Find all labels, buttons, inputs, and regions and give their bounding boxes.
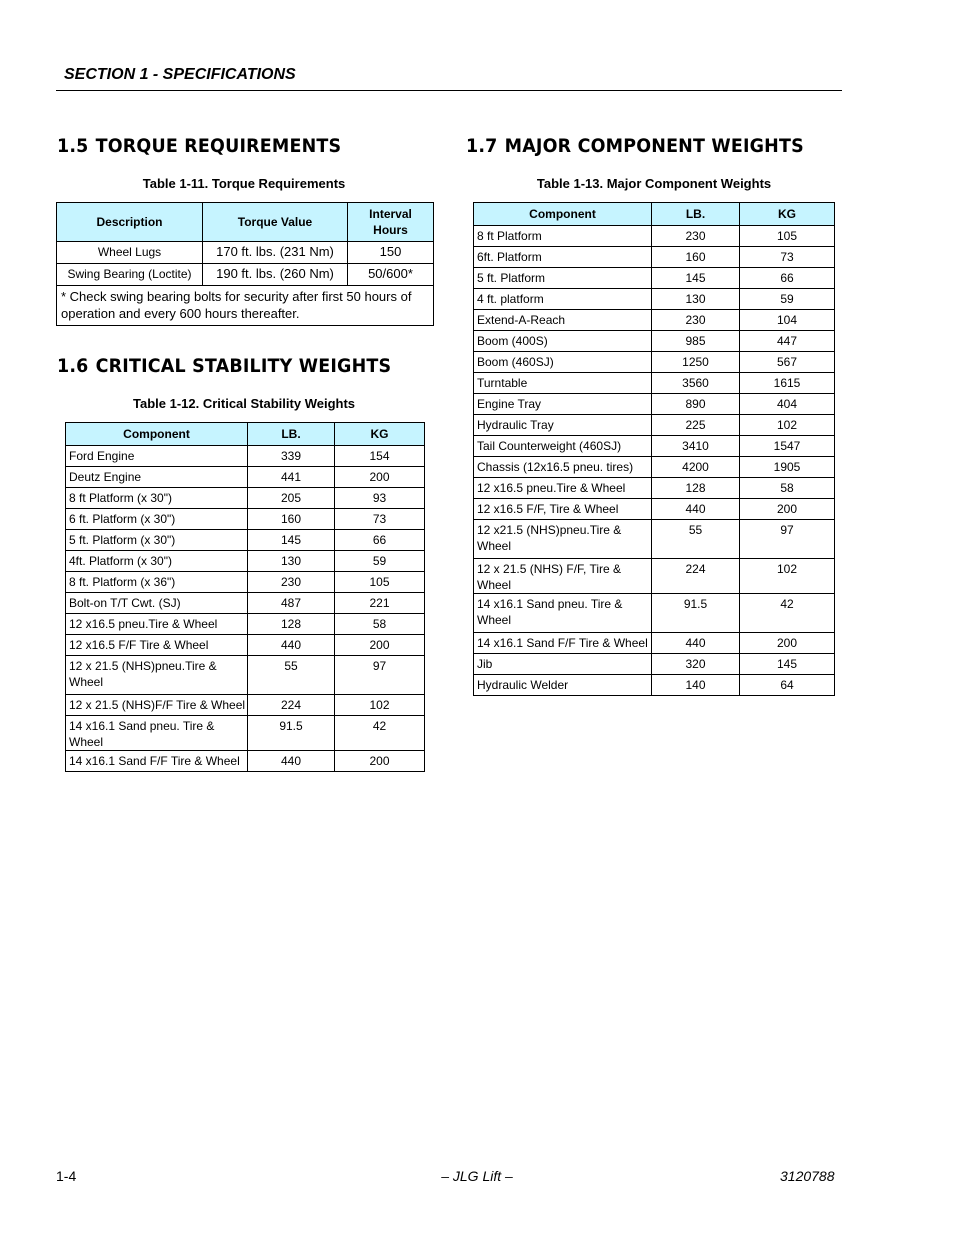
weight-kg-cell: 73 (335, 509, 425, 530)
weight-kg-cell: 145 (740, 654, 835, 675)
weight-kg-cell: 64 (740, 675, 835, 696)
component-name-cell: 12 x16.5 F/F Tire & Wheel (66, 635, 248, 656)
stability-col-lb: LB. (248, 423, 335, 446)
table-row (474, 675, 835, 696)
weight-kg-cell: 105 (335, 572, 425, 593)
torque-col-interval-label: Interval Hours (369, 207, 412, 237)
table-row (66, 467, 425, 488)
component-name-cell: Turntable (474, 373, 652, 394)
component-name-cell: Bolt-on T/T Cwt. (SJ) (66, 593, 248, 614)
weight-lb-cell: 320 (652, 654, 740, 675)
weight-lb-cell: 224 (652, 559, 740, 594)
table-row (474, 457, 835, 478)
table-row (474, 247, 835, 268)
component-name-cell: 4ft. Platform (x 30") (66, 551, 248, 572)
torque-description-cell: Swing Bearing (Loctite) (57, 264, 203, 286)
weight-lb-cell: 440 (248, 635, 335, 656)
weight-kg-cell: 97 (740, 520, 835, 559)
component-name-cell: 5 ft. Platform (474, 268, 652, 289)
torque-table-caption: Table 1-11. Torque Requirements (142, 176, 346, 191)
weight-kg-cell: 42 (740, 594, 835, 633)
component-name-cell: Extend-A-Reach (474, 310, 652, 331)
weight-lb-cell: 890 (652, 394, 740, 415)
table-row (474, 633, 835, 654)
component-name-cell: 12 x 21.5 (NHS) F/F, Tire & Wheel (474, 559, 652, 594)
torque-description-cell: Wheel Lugs (57, 242, 203, 264)
weight-lb-cell: 440 (248, 751, 335, 772)
weight-kg-cell: 58 (335, 614, 425, 635)
table-row (474, 499, 835, 520)
component-name-cell: Deutz Engine (66, 467, 248, 488)
component-name-cell: Chassis (12x16.5 pneu. tires) (474, 457, 652, 478)
table-row (474, 331, 835, 352)
weight-lb-cell: 205 (248, 488, 335, 509)
table-row (474, 478, 835, 499)
weight-lb-cell: 128 (248, 614, 335, 635)
table-row (66, 530, 425, 551)
torque-heading-text: TORQUE REQUIREMENTS (95, 135, 342, 157)
table-row (474, 415, 835, 436)
weight-lb-cell: 4200 (652, 457, 740, 478)
table-row (66, 593, 425, 614)
component-name-cell: 6 ft. Platform (x 30") (66, 509, 248, 530)
table-row (474, 373, 835, 394)
weight-lb-cell: 55 (652, 520, 740, 559)
weight-lb-cell: 440 (652, 499, 740, 520)
weight-kg-cell: 200 (335, 467, 425, 488)
stability-table-caption: Table 1-12. Critical Stability Weights (132, 396, 356, 411)
weight-kg-cell: 104 (740, 310, 835, 331)
table-row (66, 488, 425, 509)
torque-footnote: * Check swing bearing bolts for security after first 50 hours of operation and every 600 hours thereafter. (57, 286, 434, 326)
table-row (57, 242, 434, 264)
torque-interval-cell: 50/600* (348, 264, 434, 286)
table-row (474, 310, 835, 331)
component-name-cell: 14 x16.1 Sand F/F Tire & Wheel (66, 751, 248, 772)
weight-kg-cell: 1905 (740, 457, 835, 478)
component-name-cell: 12 x16.5 F/F, Tire & Wheel (474, 499, 652, 520)
table-row (66, 446, 425, 467)
stability-col-kg: KG (335, 423, 425, 446)
torque-col-interval (348, 203, 434, 242)
weight-kg-cell: 93 (335, 488, 425, 509)
table-row (474, 436, 835, 457)
torque-col-value: Torque Value (203, 203, 348, 242)
table-row (66, 572, 425, 593)
major-col-lb: LB. (652, 203, 740, 226)
weight-kg-cell: 221 (335, 593, 425, 614)
weight-lb-cell: 224 (248, 695, 335, 716)
weight-lb-cell: 440 (652, 633, 740, 654)
stability-heading-text: CRITICAL STABILITY WEIGHTS (95, 355, 392, 377)
weight-lb-cell: 230 (652, 226, 740, 247)
torque-heading (57, 135, 341, 157)
component-name-cell: 12 x16.5 pneu.Tire & Wheel (66, 614, 248, 635)
table-note-row (57, 286, 434, 326)
component-name-cell: Hydraulic Welder (474, 675, 652, 696)
weight-kg-cell: 73 (740, 247, 835, 268)
weight-kg-cell: 66 (740, 268, 835, 289)
weight-lb-cell: 3410 (652, 436, 740, 457)
component-name-cell: 12 x 21.5 (NHS)pneu.Tire & Wheel (66, 656, 248, 695)
weight-kg-cell: 59 (740, 289, 835, 310)
table-row (66, 635, 425, 656)
table-row (474, 268, 835, 289)
table-row (66, 614, 425, 635)
torque-interval-cell: 150 (348, 242, 434, 264)
weight-lb-cell: 487 (248, 593, 335, 614)
weight-kg-cell: 154 (335, 446, 425, 467)
weight-lb-cell: 160 (248, 509, 335, 530)
component-name-cell: Ford Engine (66, 446, 248, 467)
table-row (66, 551, 425, 572)
torque-value-cell: 170 ft. lbs. (231 Nm) (203, 242, 348, 264)
table-row (474, 654, 835, 675)
section-title: SECTION 1 - SPECIFICATIONS (64, 66, 296, 83)
torque-col-description: Description (57, 203, 203, 242)
table-row (474, 594, 835, 633)
weight-lb-cell: 339 (248, 446, 335, 467)
torque-heading-number: 1.5 (57, 135, 89, 157)
weight-kg-cell: 58 (740, 478, 835, 499)
component-name-cell: 4 ft. platform (474, 289, 652, 310)
major-heading-number: 1.7 (466, 135, 498, 157)
weight-lb-cell: 225 (652, 415, 740, 436)
component-name-cell: 12 x16.5 pneu.Tire & Wheel (474, 478, 652, 499)
page-header (56, 64, 842, 91)
component-name-cell: 8 ft Platform (x 30") (66, 488, 248, 509)
weight-kg-cell: 102 (740, 415, 835, 436)
major-table (473, 202, 835, 696)
table-row (66, 509, 425, 530)
table-row (474, 226, 835, 247)
weight-kg-cell: 97 (335, 656, 425, 695)
page-number: 1-4 (56, 1168, 77, 1184)
weight-kg-cell: 42 (335, 716, 425, 751)
weight-lb-cell: 230 (652, 310, 740, 331)
weight-kg-cell: 102 (335, 695, 425, 716)
table-row (57, 264, 434, 286)
weight-kg-cell: 1547 (740, 436, 835, 457)
table-row (474, 352, 835, 373)
component-name-cell: 14 x16.1 Sand pneu. Tire & Wheel (66, 716, 248, 751)
weight-kg-cell: 200 (740, 633, 835, 654)
weight-lb-cell: 230 (248, 572, 335, 593)
weight-kg-cell: 102 (740, 559, 835, 594)
stability-table (65, 422, 425, 772)
table-row (474, 289, 835, 310)
major-col-component: Component (474, 203, 652, 226)
major-heading-text: MAJOR COMPONENT WEIGHTS (504, 135, 804, 157)
torque-table (56, 202, 434, 326)
weight-kg-cell: 1615 (740, 373, 835, 394)
weight-kg-cell: 59 (335, 551, 425, 572)
document-number: 3120788 (780, 1168, 835, 1184)
weight-lb-cell: 160 (652, 247, 740, 268)
weight-lb-cell: 91.5 (652, 594, 740, 633)
weight-lb-cell: 130 (652, 289, 740, 310)
weight-kg-cell: 200 (335, 751, 425, 772)
component-name-cell: 8 ft Platform (474, 226, 652, 247)
component-name-cell: 14 x16.1 Sand F/F Tire & Wheel (474, 633, 652, 654)
stability-col-component: Component (66, 423, 248, 446)
table-row (474, 394, 835, 415)
weight-lb-cell: 91.5 (248, 716, 335, 751)
weight-lb-cell: 130 (248, 551, 335, 572)
footer-publisher: – JLG Lift – (441, 1168, 513, 1184)
weight-lb-cell: 140 (652, 675, 740, 696)
weight-lb-cell: 145 (652, 268, 740, 289)
table-row (66, 751, 425, 772)
table-row (474, 520, 835, 559)
weight-kg-cell: 200 (335, 635, 425, 656)
weight-kg-cell: 447 (740, 331, 835, 352)
table-row (474, 559, 835, 594)
component-name-cell: 5 ft. Platform (x 30") (66, 530, 248, 551)
weight-lb-cell: 441 (248, 467, 335, 488)
component-name-cell: Jib (474, 654, 652, 675)
weight-kg-cell: 567 (740, 352, 835, 373)
component-name-cell: Boom (460SJ) (474, 352, 652, 373)
table-row (66, 716, 425, 751)
weight-kg-cell: 105 (740, 226, 835, 247)
stability-heading-number: 1.6 (57, 355, 89, 377)
torque-value-cell: 190 ft. lbs. (260 Nm) (203, 264, 348, 286)
component-name-cell: 6ft. Platform (474, 247, 652, 268)
component-name-cell: 8 ft. Platform (x 36") (66, 572, 248, 593)
table-row (66, 695, 425, 716)
weight-lb-cell: 145 (248, 530, 335, 551)
weight-kg-cell: 66 (335, 530, 425, 551)
component-name-cell: Engine Tray (474, 394, 652, 415)
major-table-caption: Table 1-13. Major Component Weights (536, 176, 772, 191)
major-heading (466, 135, 804, 157)
major-col-kg: KG (740, 203, 835, 226)
stability-heading (57, 355, 391, 377)
weight-kg-cell: 404 (740, 394, 835, 415)
weight-lb-cell: 1250 (652, 352, 740, 373)
component-name-cell: Tail Counterweight (460SJ) (474, 436, 652, 457)
component-name-cell: Boom (400S) (474, 331, 652, 352)
component-name-cell: 14 x16.1 Sand pneu. Tire & Wheel (474, 594, 652, 633)
weight-lb-cell: 128 (652, 478, 740, 499)
weight-lb-cell: 3560 (652, 373, 740, 394)
weight-lb-cell: 985 (652, 331, 740, 352)
weight-kg-cell: 200 (740, 499, 835, 520)
component-name-cell: 12 x 21.5 (NHS)F/F Tire & Wheel (66, 695, 248, 716)
table-row (66, 656, 425, 695)
component-name-cell: Hydraulic Tray (474, 415, 652, 436)
weight-lb-cell: 55 (248, 656, 335, 695)
component-name-cell: 12 x21.5 (NHS)pneu.Tire & Wheel (474, 520, 652, 559)
